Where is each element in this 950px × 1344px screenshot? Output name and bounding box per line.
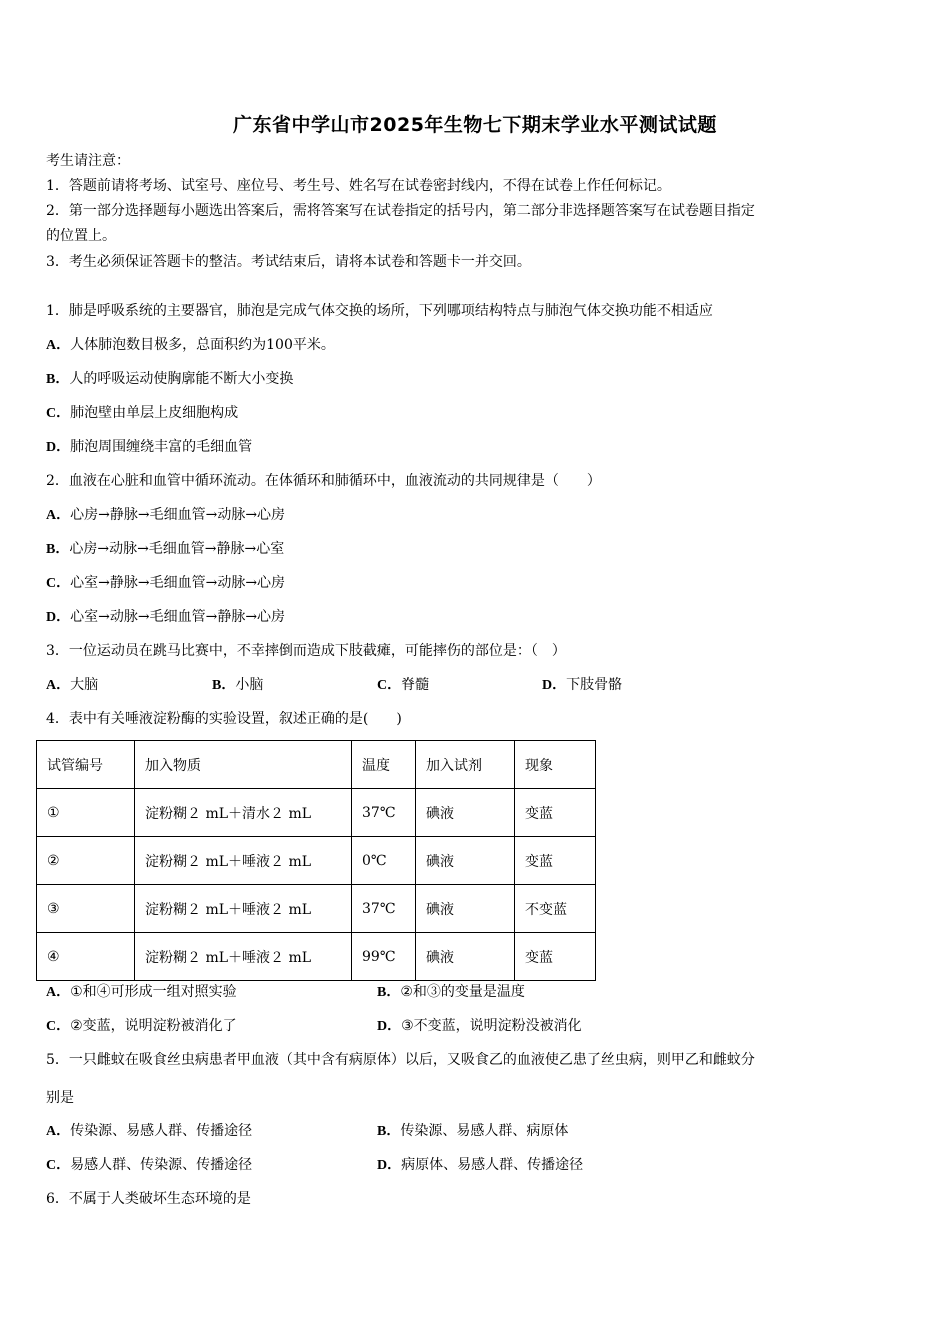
notice-item: 1．答题前请将考场、试室号、座位号、考生号、姓名写在试卷密封线内，不得在试卷上作任何标记。 bbox=[46, 178, 671, 194]
question-1-stem: 1．肺是呼吸系统的主要器官，肺泡是完成气体交换的场所，下列哪项结构特点与肺泡气体交换功能不相适应 bbox=[46, 303, 713, 319]
table-row bbox=[37, 789, 596, 837]
question-4-stem: 4．表中有关唾液淀粉酶的实验设置，叙述正确的是( ) bbox=[46, 711, 402, 727]
option-label: A． bbox=[46, 985, 71, 1000]
q2-option-d bbox=[46, 608, 285, 627]
option-text: 肺泡周围缠绕丰富的毛细血管 bbox=[70, 439, 253, 455]
option-text: 心房→动脉→毛细血管→静脉→心室 bbox=[69, 541, 285, 557]
table-row bbox=[37, 885, 596, 933]
q1-option-d bbox=[46, 438, 252, 457]
q5-option-a bbox=[46, 1122, 252, 1141]
option-text: 肺泡壁由单层上皮细胞构成 bbox=[70, 405, 239, 421]
q4-option-b bbox=[377, 983, 525, 1002]
table-cell: 变蓝 bbox=[515, 837, 596, 885]
table-cell: ② bbox=[37, 837, 135, 885]
question-5-stem: 5．一只雌蚊在吸食丝虫病患者甲血液（其中含有病原体）以后，又吸食乙的血液使乙患了丝虫病，则甲乙和雌蚊分 bbox=[46, 1052, 755, 1068]
option-label: D． bbox=[542, 678, 567, 693]
table-header-cell: 加入物质 bbox=[135, 741, 352, 789]
option-label: C． bbox=[46, 576, 71, 591]
option-label: D． bbox=[46, 610, 71, 625]
table-cell: 淀粉糊２ mL＋唾液２ mL bbox=[135, 885, 352, 933]
option-text: 易感人群、传染源、传播途径 bbox=[70, 1157, 253, 1173]
option-text: ③不变蓝，说明淀粉没被消化 bbox=[401, 1018, 582, 1034]
q1-option-b bbox=[46, 370, 293, 389]
table-cell: 变蓝 bbox=[515, 933, 596, 981]
q2-option-c bbox=[46, 574, 285, 593]
option-label: C． bbox=[377, 678, 402, 693]
option-text: ①和④可形成一组对照实验 bbox=[70, 984, 237, 1000]
option-text: 脊髓 bbox=[401, 677, 430, 693]
option-text: 人体肺泡数目极多，总面积约为100平米。 bbox=[70, 337, 335, 353]
experiment-table bbox=[36, 740, 596, 981]
q3-option-b bbox=[212, 676, 263, 695]
option-label: D． bbox=[377, 1158, 402, 1173]
q3-option-c bbox=[377, 676, 429, 695]
table-cell: 37℃ bbox=[352, 885, 416, 933]
question-2-stem: 2．血液在心脏和血管中循环流动。在体循环和肺循环中，血液流动的共同规律是（ ） bbox=[46, 473, 601, 489]
table-cell: 不变蓝 bbox=[515, 885, 596, 933]
option-text: 下肢骨骼 bbox=[566, 677, 623, 693]
table-header-cell: 现象 bbox=[515, 741, 596, 789]
q4-option-c bbox=[46, 1017, 237, 1036]
notice-heading: 考生请注意： bbox=[46, 153, 130, 169]
table-cell: 37℃ bbox=[352, 789, 416, 837]
option-text: ②变蓝，说明淀粉被消化了 bbox=[70, 1018, 237, 1034]
option-label: C． bbox=[46, 1019, 71, 1034]
notice-item: 的位置上。 bbox=[46, 228, 116, 244]
option-text: ②和③的变量是温度 bbox=[400, 984, 525, 1000]
table-cell: ④ bbox=[37, 933, 135, 981]
option-label: B． bbox=[46, 372, 70, 387]
table-cell: 99℃ bbox=[352, 933, 416, 981]
option-text: 小脑 bbox=[235, 677, 264, 693]
option-label: D． bbox=[46, 440, 71, 455]
table-cell: 碘液 bbox=[416, 837, 515, 885]
option-text: 心室→动脉→毛细血管→静脉→心房 bbox=[70, 609, 286, 625]
table-row bbox=[37, 837, 596, 885]
option-text: 大脑 bbox=[70, 677, 99, 693]
option-label: A． bbox=[46, 338, 71, 353]
option-text: 心房→静脉→毛细血管→动脉→心房 bbox=[70, 507, 286, 523]
option-text: 传染源、易感人群、传播途径 bbox=[70, 1123, 253, 1139]
option-label: A． bbox=[46, 508, 71, 523]
option-label: C． bbox=[46, 1158, 71, 1173]
q2-option-b bbox=[46, 540, 284, 559]
q3-option-a bbox=[46, 676, 98, 695]
table-cell: 碘液 bbox=[416, 933, 515, 981]
table-cell: 变蓝 bbox=[515, 789, 596, 837]
table-header-cell: 加入试剂 bbox=[416, 741, 515, 789]
q1-option-c bbox=[46, 404, 238, 423]
q4-option-d bbox=[377, 1017, 582, 1036]
q5-option-b bbox=[377, 1122, 568, 1141]
table-cell: ③ bbox=[37, 885, 135, 933]
q2-option-a bbox=[46, 506, 285, 525]
question-5-stem-continued: 别是 bbox=[46, 1090, 74, 1106]
notice-item: 3．考生必须保证答题卡的整洁。考试结束后，请将本试卷和答题卡一并交回。 bbox=[46, 254, 531, 270]
table-cell: 淀粉糊２ mL＋唾液２ mL bbox=[135, 837, 352, 885]
option-label: B． bbox=[377, 1124, 401, 1139]
q4-option-a bbox=[46, 983, 237, 1002]
option-label: D． bbox=[377, 1019, 402, 1034]
option-text: 心室→静脉→毛细血管→动脉→心房 bbox=[70, 575, 286, 591]
page-title: 广东省中学山市2025年生物七下期末学业水平测试试题 bbox=[233, 114, 717, 136]
q1-option-a bbox=[46, 336, 335, 355]
q3-option-d bbox=[542, 676, 622, 695]
table-cell: 碘液 bbox=[416, 885, 515, 933]
option-text: 传染源、易感人群、病原体 bbox=[400, 1123, 569, 1139]
table-cell: 0℃ bbox=[352, 837, 416, 885]
table-header-cell: 试管编号 bbox=[37, 741, 135, 789]
option-text: 人的呼吸运动使胸廓能不断大小变换 bbox=[69, 371, 294, 387]
table-cell: 碘液 bbox=[416, 789, 515, 837]
option-text: 病原体、易感人群、传播途径 bbox=[401, 1157, 584, 1173]
notice-item: 2．第一部分选择题每小题选出答案后，需将答案写在试卷指定的括号内，第二部分非选择题答案写在试卷题目指定 bbox=[46, 203, 755, 219]
q5-option-c bbox=[46, 1156, 252, 1175]
table-cell: 淀粉糊２ mL＋清水２ mL bbox=[135, 789, 352, 837]
question-6-stem: 6．不属于人类破坏生态环境的是 bbox=[46, 1191, 251, 1207]
table-header-row bbox=[37, 741, 596, 789]
option-label: A． bbox=[46, 1124, 71, 1139]
option-label: B． bbox=[46, 542, 70, 557]
table-row bbox=[37, 933, 596, 981]
q5-option-d bbox=[377, 1156, 583, 1175]
question-3-stem: 3．一位运动员在跳马比赛中，不幸摔倒而造成下肢截瘫，可能摔伤的部位是：（ ） bbox=[46, 643, 566, 659]
option-label: C． bbox=[46, 406, 71, 421]
table-cell: ① bbox=[37, 789, 135, 837]
option-label: A． bbox=[46, 678, 71, 693]
option-label: B． bbox=[377, 985, 401, 1000]
table-header-cell: 温度 bbox=[352, 741, 416, 789]
table-cell: 淀粉糊２ mL＋唾液２ mL bbox=[135, 933, 352, 981]
option-label: B． bbox=[212, 678, 236, 693]
